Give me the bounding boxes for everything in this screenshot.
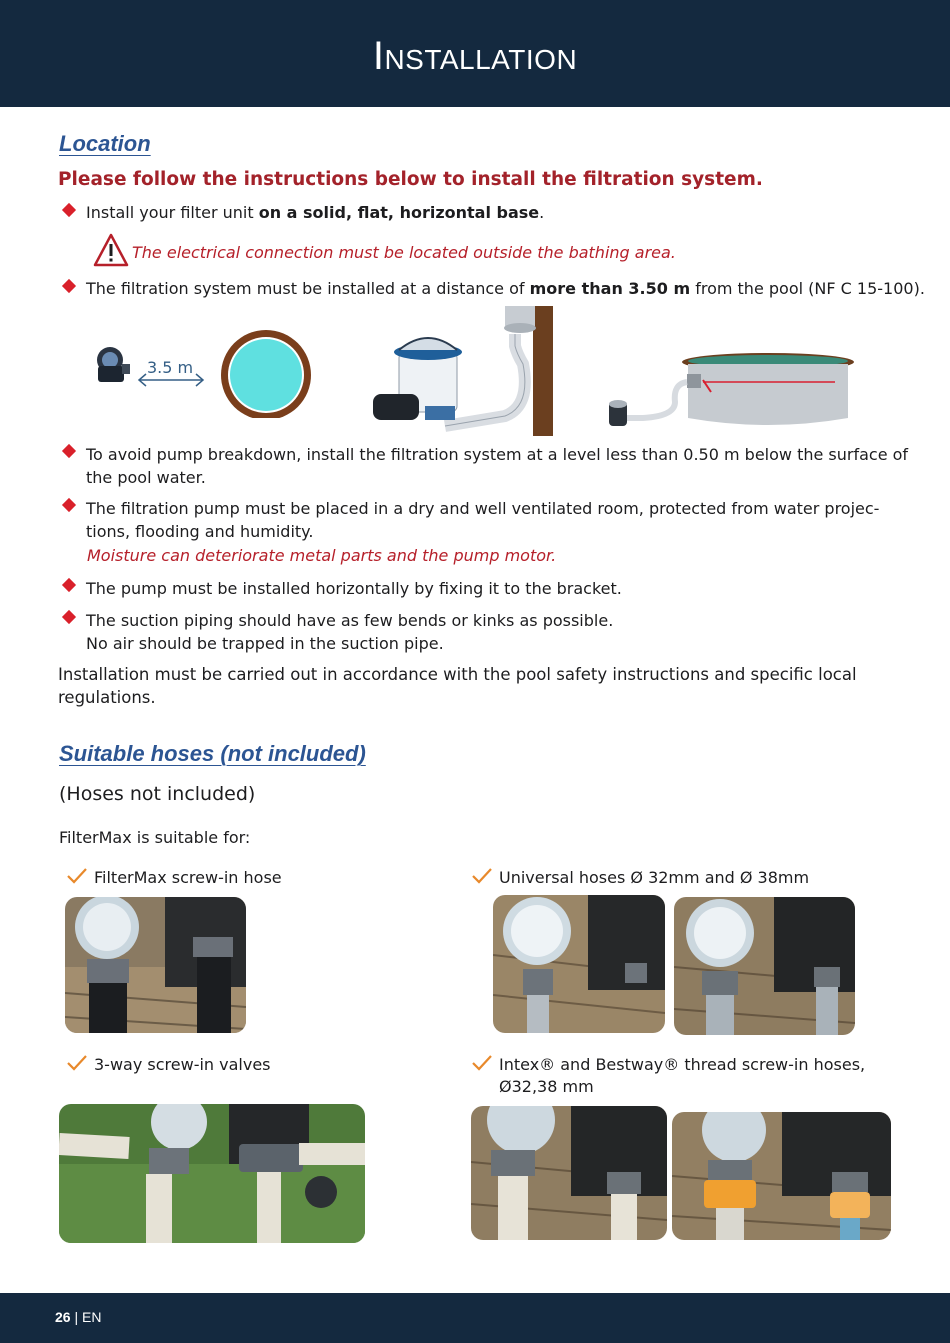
bullet-horizontal: The pump must be installed horizontally by fixing it to the bracket. [86, 579, 622, 598]
photo-filtermax-hose [65, 897, 246, 1033]
bullet-level: To avoid pump breakdown, install the filtration system at a level less than 0.50 m below the surface of the pool water. [86, 445, 909, 487]
distance-diagram [92, 326, 322, 418]
page-title: Installation [372, 34, 578, 78]
bullet-suction: The suction piping should have as few bends or kinks as possible. No air should be trapped in the suction pipe. [86, 611, 614, 653]
diamond-bullet-icon [62, 498, 76, 512]
lead-instruction: Please follow the instructions below to install the filtration system. [58, 169, 763, 190]
hoses-note: (Hoses not included) [59, 783, 256, 805]
check-icon [471, 867, 493, 885]
bullet-solid-base: Install your filter unit on a solid, flat, horizontal base. [86, 203, 545, 222]
check-icon [66, 867, 88, 885]
warning-triangle-icon [93, 233, 129, 267]
pump-illustration [365, 306, 553, 436]
diamond-bullet-icon [62, 444, 76, 458]
photo-intex-hose [471, 1106, 667, 1240]
page-header [0, 0, 950, 107]
filter-unit-icon [97, 347, 130, 382]
electrical-warning: The electrical connection must be located outside the bathing area. [132, 243, 676, 262]
distance-label: 3.5 m [147, 358, 194, 377]
suitable-for: FilterMax is suitable for: [59, 828, 251, 847]
hoses-heading: Suitable hoses (not included) [59, 741, 366, 766]
option-universal-hoses: Universal hoses Ø 32mm and Ø 38mm [499, 868, 810, 887]
option-filtermax-hose: FilterMax screw-in hose [94, 868, 282, 887]
moisture-note: Moisture can deteriorate metal parts and the pump motor. [87, 546, 557, 565]
option-intex-bestway: Intex® and Bestway® thread screw-in hoses, Ø32,38 mm [499, 1055, 866, 1096]
closing-paragraph: Installation must be carried out in accordance with the pool safety instructions and specific local regulations. [58, 665, 857, 707]
photo-universal-hose-38 [674, 897, 855, 1035]
bullet-distance: The filtration system must be installed at a distance of more than 3.50 m from the pool (NF C 15-100). [86, 279, 925, 298]
diamond-bullet-icon [62, 610, 76, 624]
check-icon [66, 1054, 88, 1072]
pool-top-view [221, 330, 311, 418]
page-number: 26 | EN [55, 1309, 102, 1325]
location-heading: Location [59, 131, 151, 156]
diamond-bullet-icon [62, 578, 76, 592]
photo-3way-valves [59, 1104, 365, 1243]
photo-bestway-hose [672, 1112, 891, 1240]
pool-side-view [603, 352, 855, 432]
diamond-bullet-icon [62, 203, 76, 217]
page-footer [0, 1293, 950, 1343]
check-icon [471, 1054, 493, 1072]
option-3way-valves: 3-way screw-in valves [94, 1055, 271, 1074]
bullet-dry-room: The filtration pump must be placed in a dry and well ventilated room, protected from water projec- tions, flooding and humidity. [86, 499, 880, 541]
photo-universal-hose-32 [493, 895, 665, 1033]
diamond-bullet-icon [62, 279, 76, 293]
